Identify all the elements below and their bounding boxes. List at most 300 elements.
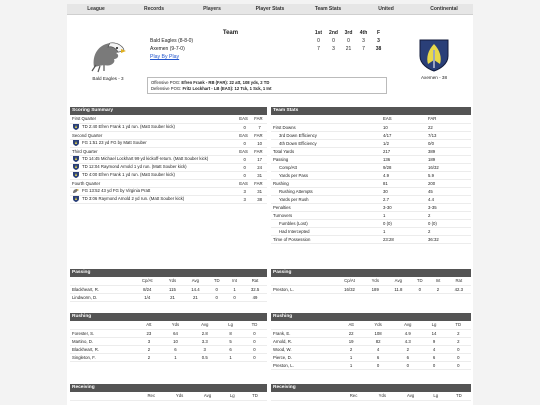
stat-value: 0 [393,361,423,369]
stat-value: 0 [207,285,226,293]
axemen-logo-icon [72,156,80,162]
stat-value: 42.3 [447,285,471,293]
player-row [271,361,471,369]
play-text: 43 yd FG by Virginia Pratt [101,188,151,194]
stat-value: 22 [339,329,363,337]
axemen-logo-icon [72,196,80,202]
stat-away: EAS [381,115,426,123]
player-name[interactable]: Wood, W. [271,345,339,353]
team-stats-row [271,147,471,155]
home-name: Axemen [150,46,169,52]
stat-label: Penalties [271,203,381,211]
stat-away: 23:28 [381,235,426,243]
stat-label: Total Yards [271,147,381,155]
player-row [70,285,267,293]
rushing-away-table [70,321,267,362]
stat-label: First Downs [271,123,381,131]
box-score-page [67,4,473,405]
stat-away: 1 [381,227,426,235]
stat-value: 21 [183,293,207,301]
passing-home-panel [271,269,471,294]
stat-value: 1 [219,353,242,361]
stat-home: 7/13 [426,131,471,139]
home-q1: 7 [317,46,320,52]
home-running-score: 17 [252,155,267,163]
column-header: Lg [423,321,446,329]
home-q2: 3 [332,46,335,52]
column-header [70,277,133,285]
stat-value: 21 [161,293,183,301]
away-running-score: 3 [237,187,252,195]
quarter-row [70,115,267,123]
scoring-summary-table [70,115,267,204]
rushing-home-panel [271,313,471,370]
away-running-score: 0 [237,155,252,163]
stat-value: 2 [339,345,363,353]
play-kind: TD [82,164,89,170]
player-name[interactable]: Blackheart, R. [70,285,133,293]
stat-home: 189 [426,155,471,163]
team-col-header: Team [222,30,239,36]
stat-label: Comp/Att [271,163,381,171]
stat-header-row [70,321,267,329]
home-running-score: 38 [252,195,267,203]
column-header: Avg [190,321,219,329]
stat-home: 200 [426,179,471,187]
stat-away: 1 [381,211,426,219]
stat-value: 189 [364,285,386,293]
stat-label: Yards per Pass [271,171,381,179]
scoring-play-row [70,163,267,171]
stat-header-row [271,392,471,400]
stat-label: Rushing [271,179,381,187]
player-name[interactable]: Frank, E. [271,329,339,337]
stat-home: 45 [426,187,471,195]
home-record: (9-7-0) [169,46,185,52]
stat-home: 5.9 [426,171,471,179]
nav-records[interactable]: Records [143,6,164,12]
play-text: Michael Lockhart 99 yd kickoff-return. (Matt Souber kick) [100,156,209,162]
stat-away: 217 [381,147,426,155]
quarter-row [70,147,267,155]
stat-value: 3 [137,337,161,345]
stat-value: 2 [446,337,471,345]
column-header: Yds [166,392,194,400]
stat-value: 2.8 [190,329,219,337]
stat-away: 0 (0) [381,219,426,227]
team-stats-title: Team Stats [271,107,471,115]
scoring-play-row [70,171,267,179]
play-time: 12:04 [88,164,101,170]
stat-value: 115 [161,285,183,293]
play-kind: FG [82,188,90,194]
player-name[interactable]: Pierce, D. [271,353,339,361]
column-header: Yds [161,277,183,285]
stat-home: 22 [426,123,471,131]
team-stats-row [271,155,471,163]
col-away-abbr: EAS [237,147,252,155]
stat-label: Fumbles (Lost) [271,219,381,227]
stat-value: 11.8 [386,285,410,293]
off-pog-text[interactable]: Efren Frank - RB (FAR): 22 att, 108 yds, 2 TD [181,80,270,85]
away-name: Bald Eagles [150,38,177,44]
stat-value: 19 [339,337,363,345]
stat-value: 0 [423,361,446,369]
team-stats-row [271,195,471,203]
away-running-score: 0 [237,139,252,147]
final-header: F [376,30,381,36]
home-running-score: 7 [252,123,267,131]
away-q2: 0 [332,38,335,44]
stat-value: 4 [423,345,446,353]
stat-value: 0 [207,293,226,301]
stat-home: FAR [426,115,471,123]
column-header [271,392,339,400]
receiving-home-panel [271,384,471,401]
stat-away: 9/28 [381,163,426,171]
home-running-score: 10 [252,139,267,147]
receiving-home-title: Receiving [271,384,471,392]
nav-players[interactable]: Players [203,6,221,12]
stat-value: 16/32 [335,285,364,293]
stat-value: 1 [339,361,363,369]
eagle-logo-icon [88,37,128,73]
stat-value: 3 [190,345,219,353]
stat-value: 64 [161,329,190,337]
stat-away: 3-30 [381,203,426,211]
stat-value: 1 [161,353,190,361]
stat-value: 2 [446,329,471,337]
play-kind: FG [82,140,90,146]
player-row [70,353,267,361]
stat-home: 389 [426,147,471,155]
player-name[interactable]: Singleton, F. [70,353,137,361]
team-stats-row [271,163,471,171]
stat-value: 0.5 [190,353,219,361]
col-home-abbr: FAR [252,179,267,187]
team-stats-row [271,171,471,179]
stat-value: 23 [137,329,161,337]
column-header: TD [207,277,226,285]
column-header: Avg [386,277,410,285]
stat-value: 0 [226,293,243,301]
passing-away-table [70,277,267,302]
play-text: Raymond Arnold 1 yd run. (Matt Souber kick) [100,164,187,170]
stat-header-row [271,277,471,285]
stat-home: 16/32 [426,163,471,171]
home-q4: 7 [362,46,365,52]
stat-value: 0 [242,337,267,345]
col-home-abbr: FAR [252,131,267,139]
play-kind: TD [82,196,89,202]
player-name[interactable]: Forester, S. [70,329,137,337]
stat-value: 82 [363,337,393,345]
stat-label: 4th Down Efficiency [271,139,381,147]
receiving-away-panel [70,384,267,401]
axemen-logo-icon [72,140,80,146]
player-name[interactable]: Martino, D. [70,337,137,345]
defensive-pog [151,86,383,92]
column-header: TD [410,277,429,285]
column-header: Avg [393,321,423,329]
stat-away: 81 [381,179,426,187]
stat-label: Yards per Rush [271,195,381,203]
away-q4: 3 [362,38,365,44]
stat-value: 0 [242,353,267,361]
stat-away: 2.7 [381,195,426,203]
nav-player-stats[interactable]: Player Stats [255,6,285,12]
team-stats-row [271,219,471,227]
stat-value: 8/24 [133,285,161,293]
home-logo-caption: Axemen - 38 [420,75,448,80]
play-text: 23 yd FG by Matt Souber [98,140,147,146]
rushing-home-title: Rushing [271,313,471,321]
away-q3: 0 [347,38,350,44]
passing-home-table [271,277,471,294]
home-team-name [150,45,311,53]
eagle-logo-icon [72,188,80,194]
away-team-name [150,37,311,45]
stat-value: 1 [339,353,363,361]
stat-value: 10 [161,337,190,345]
home-running-score: 24 [252,163,267,171]
stat-away: 4.9 [381,171,426,179]
column-header [271,277,335,285]
scoring-summary-title: Scoring Summary [70,107,267,115]
stat-value: 108 [363,329,393,337]
quarter-label: Second Quarter [70,131,237,139]
stat-home: 0/0 [426,139,471,147]
home-running-score: 31 [252,187,267,195]
home-q3: 21 [345,46,352,52]
stat-away: 30 [381,187,426,195]
column-header: Att [137,321,161,329]
stat-value: 0 [242,329,267,337]
stat-value: 2 [429,285,446,293]
player-row [70,329,267,337]
away-running-score: 0 [237,171,252,179]
stat-label: Time of Possession [271,235,381,243]
stat-value: 4.9 [393,329,423,337]
team-stats-row [271,139,471,147]
stat-home: 2 [426,211,471,219]
play-description [70,155,237,163]
stat-header-row [70,277,267,285]
quarter-label: Fourth Quarter [70,179,237,187]
away-score-row [150,37,386,45]
player-name[interactable]: Blackheart, R. [70,345,137,353]
stat-home: 36:32 [426,235,471,243]
quarter-label: First Quarter [70,115,237,123]
receiving-away-title: Receiving [70,384,267,392]
quarter-row [70,131,267,139]
column-header: Int [429,277,446,285]
player-name[interactable]: Preston, L. [271,361,339,369]
col-away-abbr: EAS [237,115,252,123]
away-final: 3 [377,38,380,44]
q4-header: 4th [359,30,368,36]
away-team-logo[interactable] [86,37,130,81]
stat-value: 1 [226,285,243,293]
players-of-game [147,77,387,94]
quarter-label: Third Quarter [70,147,237,155]
player-row [271,329,471,337]
scoring-play-row [70,155,267,163]
column-header [271,321,339,329]
stat-label: Rushing Attempts [271,187,381,195]
stat-label: 3rd Down Efficiency [271,131,381,139]
column-header: Rec [339,392,368,400]
column-header: TD [446,321,471,329]
player-row [271,337,471,345]
axemen-logo-icon [72,172,80,178]
stat-label: Turnovers [271,211,381,219]
player-row [70,345,267,353]
axemen-logo-icon [414,36,454,72]
column-header: Rat [447,277,471,285]
off-pog-label: Offensive POG: [151,80,181,85]
stat-value: 0 [446,361,471,369]
nav-united[interactable]: United [378,6,394,12]
q3-header: 3rd [344,30,353,36]
scoring-play-row [70,139,267,147]
col-home-abbr: FAR [252,147,267,155]
nav-continental[interactable]: Continental [430,6,458,12]
team-stats-row [271,187,471,195]
column-header: Yds [161,321,190,329]
nav-team-stats[interactable]: Team Stats [314,6,342,12]
play-description [70,195,237,203]
stat-away: 4/17 [381,131,426,139]
stat-value: 4.3 [393,337,423,345]
receiving-home-table [271,392,471,401]
col-away-abbr: EAS [237,179,252,187]
col-home-abbr: FAR [252,115,267,123]
stat-value: 0 [446,353,471,361]
play-description [70,171,237,179]
column-header: Int [226,277,243,285]
scoring-play-row [70,187,267,195]
play-text: Efren Frank 1 yd run. (Matt Souber kick) [98,172,175,178]
player-row [271,285,471,293]
column-header: Cp/At [335,277,364,285]
stat-away: 10 [381,123,426,131]
home-running-score: 31 [252,171,267,179]
column-header: Avg [183,277,207,285]
player-name[interactable]: Preston, L. [271,285,335,293]
stat-away: 136 [381,155,426,163]
passing-home-title: Passing [271,269,471,277]
play-time: 2:40 [88,124,99,130]
stat-label [271,115,381,123]
player-name[interactable]: Arnold, R. [271,337,339,345]
column-header: Avg [397,392,425,400]
top-nav [67,4,473,15]
column-header: Yds [363,321,393,329]
play-description [70,163,237,171]
stat-value: 0 [410,285,429,293]
play-text: Raymond Arnold 2 yd run. (Matt Souber kick) [98,196,185,202]
column-header: Cp/At [133,277,161,285]
home-team-logo[interactable] [412,36,456,80]
column-header: TD [243,392,267,400]
player-row [70,337,267,345]
away-running-score: 3 [237,195,252,203]
stat-value: 0 [363,361,393,369]
column-header: Lg [425,392,447,400]
stat-value: 3.3 [190,337,219,345]
scoring-play-row [70,195,267,203]
stat-home: 2 [426,227,471,235]
team-stats-row [271,227,471,235]
stat-label: Had Intercepted [271,227,381,235]
rushing-away-title: Rushing [70,313,267,321]
player-row [271,353,471,361]
stat-away: 1/2 [381,139,426,147]
stat-home: 4.4 [426,195,471,203]
home-final: 38 [375,46,382,52]
play-time: 4:00 [88,172,99,178]
play-kind: TD [82,172,89,178]
stat-value: 14.4 [183,285,207,293]
play-by-play-link[interactable]: Play By Play [150,54,180,60]
player-name[interactable]: Lindworm, D. [70,293,133,301]
team-stats-row [271,211,471,219]
stat-value: 6 [363,353,393,361]
stat-value: 2 [137,353,161,361]
stat-value: 0 [446,345,471,353]
play-time: 1:51 [89,140,99,146]
stat-home: 3-35 [426,203,471,211]
stat-label: Passing [271,155,381,163]
column-header: Avg [194,392,222,400]
column-header: Rec [137,392,166,400]
away-q1: 0 [317,38,320,44]
home-score-row [150,45,386,53]
stat-value: 14 [423,329,446,337]
stat-value: 2 [137,345,161,353]
column-header: TD [242,321,267,329]
column-header [70,392,137,400]
team-stats-row [271,179,471,187]
team-stats-header-row [271,115,471,123]
q1-header: 1st [314,30,323,36]
column-header: Lg [219,321,242,329]
stat-value: 2 [393,345,423,353]
play-description [70,123,237,131]
team-stats-row [271,235,471,243]
stat-value: 5 [219,337,242,345]
stat-value: 32.5 [243,285,267,293]
stat-home: 0 (0) [426,219,471,227]
stat-value: 6 [423,353,446,361]
quarter-row [70,179,267,187]
stat-value: 8 [219,329,242,337]
stat-header-row [70,392,267,400]
def-pog-text[interactable]: Fritz Lockhart - LB (EAS): 12 Tck, 1 Sck, 1 Int [182,85,272,91]
team-stats-table [271,115,471,244]
stat-value: 9 [423,337,446,345]
away-running-score: 0 [237,163,252,171]
nav-league[interactable]: League [87,6,105,12]
receiving-away-table [70,392,267,401]
column-header: Yds [364,277,386,285]
team-stats-panel [271,107,471,244]
column-header: Att [339,321,363,329]
stat-value: 4 [363,345,393,353]
stat-value: 6 [161,345,190,353]
away-record: (8-8-0) [178,38,194,44]
